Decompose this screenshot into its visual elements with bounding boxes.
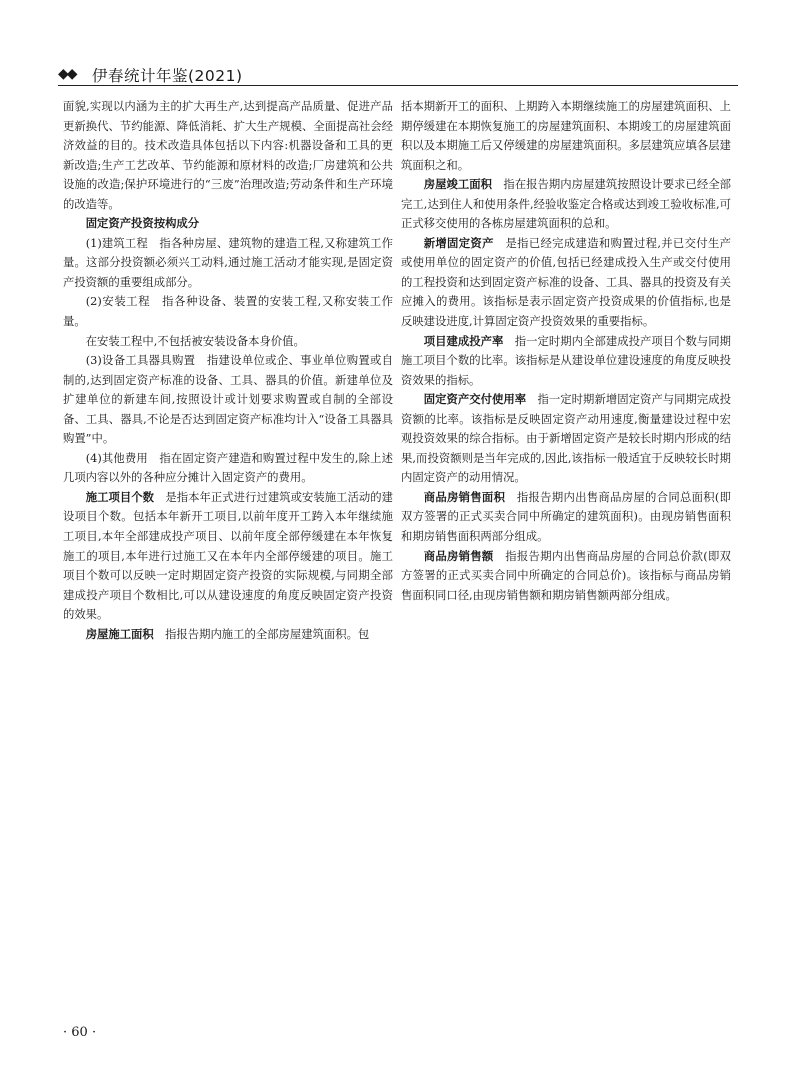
running-header: [58, 63, 738, 85]
paragraph-sales-value: [401, 547, 731, 606]
paragraph-installation: (2)安装工程 指各种设备、装置的安装工程,又称安装工作量。: [63, 294, 393, 329]
term: 固定资产交付使用率: [423, 392, 527, 407]
definition: 是指已经完成建造和购置过程,并已交付生产或使用单位的固定资产的价值,包括已经建成投入生产或交付使用的工程投资和达到固定资产标准的设备、工具、器具的投资及有关应摊入的费用。该指标是表示固定资产投资成果的价值指标,也是反映建设进度,计算固定资产投资效果的重要指标。: [401, 235, 732, 329]
paragraph-completion-rate: [401, 332, 731, 391]
paragraph-sales-area: [401, 488, 731, 547]
definition: 指报告期内出售商品房屋的合同总面积(即双方签署的正式买卖合同中所确定的建筑面积)。由现房销售面积和期房销售面积两部分组成。: [401, 489, 731, 544]
paragraph-floor-space-completed: [401, 175, 731, 234]
header-rule: [58, 85, 738, 86]
section-heading: 固定资产投资按构成分: [85, 216, 200, 231]
definition: 指报告期内出售商品房屋的合同总价款(即双方签署的正式买卖合同中所确定的合同总价)。该指标与商品房销售面积同口径,由现房销售额和期房销售额两部分组成。: [401, 548, 731, 602]
paragraph-floor-space-under-construction: [63, 625, 393, 645]
paragraph-new-fixed-assets: [401, 234, 731, 332]
term: 商品房销售额: [423, 548, 494, 563]
definition: 指一定时期新增固定资产与同期完成投资额的比率。该指标是反映固定资产动用速度,衡量建设过程中宏观投资效果的综合指标。由于新增固定资产是较长时期内形成的结果,而投资额则是当年完成的,因此,该指标一般适宜于反映较长时期内固定资产的动用情况。: [401, 392, 732, 485]
term: 施工项目个数: [85, 489, 154, 504]
definition: 指在报告期内房屋建筑按照设计要求已经全部完工,达到住人和使用条件,经验收鉴定合格或达到竣工验收标准,可正式移交使用的各栋房屋建筑面积的总和。: [401, 177, 732, 231]
page-number: · 60 ·: [63, 1025, 97, 1040]
term: 房屋竣工面积: [423, 177, 492, 192]
definition: 指一定时期内全部建成投产项目个数与同期施工项目个数的比率。该指标是从建设单位建设速度的角度反映投资效果的指标。: [401, 333, 732, 387]
paragraph-projects-count: [63, 488, 393, 625]
definition: 是指本年正式进行过建筑或安装施工活动的建设项目个数。包括本年新开工项目,以前年度开工跨入本年继续施工项目,本年全部建成投产项目、以前年度全部停缓建在本年恢复施工的项目,本年进行过施工又在本年内全部停缓建的项目。施工项目个数可以反映一定时期固定资产投资的实际规模,与同期全部建成投产项目个数相比,可以从建设速度的角度反映固定资产投资的效果。: [63, 489, 394, 622]
term: 商品房销售面积: [423, 489, 506, 504]
paragraph-floor-space-continued: 括本期新开工的面积、上期跨入本期继续施工的房屋建筑面积、上期停缓建在本期恢复施工的房屋建筑面积、本期竣工的房屋建筑面积以及本期施工后又停缓建的房屋建筑面积。多层建筑应填各层建筑面积之和。: [401, 99, 731, 172]
definition: 指报告期内施工的全部房屋建筑面积。包: [153, 626, 370, 641]
diamond-icon: ◆◆: [58, 66, 76, 82]
left-column: [63, 97, 393, 644]
yearbook-title: 伊春统计年鉴(2021): [92, 67, 243, 85]
paragraph-installation-note: 在安装工程中,不包括被安装设备本身价值。: [85, 333, 305, 348]
right-column: [401, 97, 731, 605]
term: 项目建成投产率: [423, 333, 504, 348]
paragraph-equipment: (3)设备工具器具购置 指建设单位或企、事业单位购置或自制的,达到固定资产标准的设备、工具、器具的价值。新建单位及扩建单位的新建车间,按照设计或计划要求购置或自制的全部设备、工具、器具,不论是否达到固定资产标准均计入“设备工具器具购置”中。: [63, 353, 393, 446]
paragraph-construction: (1)建筑工程 指各种房屋、建筑物的建造工程,又称建筑工作量。这部分投资额必须兴工动料,通过施工活动才能实现,是固定资产投资额的重要组成部分。: [63, 235, 393, 289]
term: 新增固定资产: [423, 235, 494, 250]
paragraph-delivery-rate: [401, 390, 731, 488]
term: 房屋施工面积: [85, 626, 154, 641]
paragraph-technical-renovation: 面貌,实现以内涵为主的扩大再生产,达到提高产品质量、促进产品更新换代、节约能源、降低消耗、扩大生产规模、全面提高社会经济效益的目的。技术改造具体包括以下内容:机器设备和工具的更新改造;生产工艺改革、节约能源和原材料的改造;厂房建筑和公共设施的改造;保护环境进行的“三废”治理改造;劳动条件和生产环境的改造等。: [63, 99, 393, 211]
paragraph-other-costs: (4)其他费用 指在固定资产建造和购置过程中发生的,除上述几项内容以外的各种应分摊计入固定资产的费用。: [63, 450, 393, 485]
